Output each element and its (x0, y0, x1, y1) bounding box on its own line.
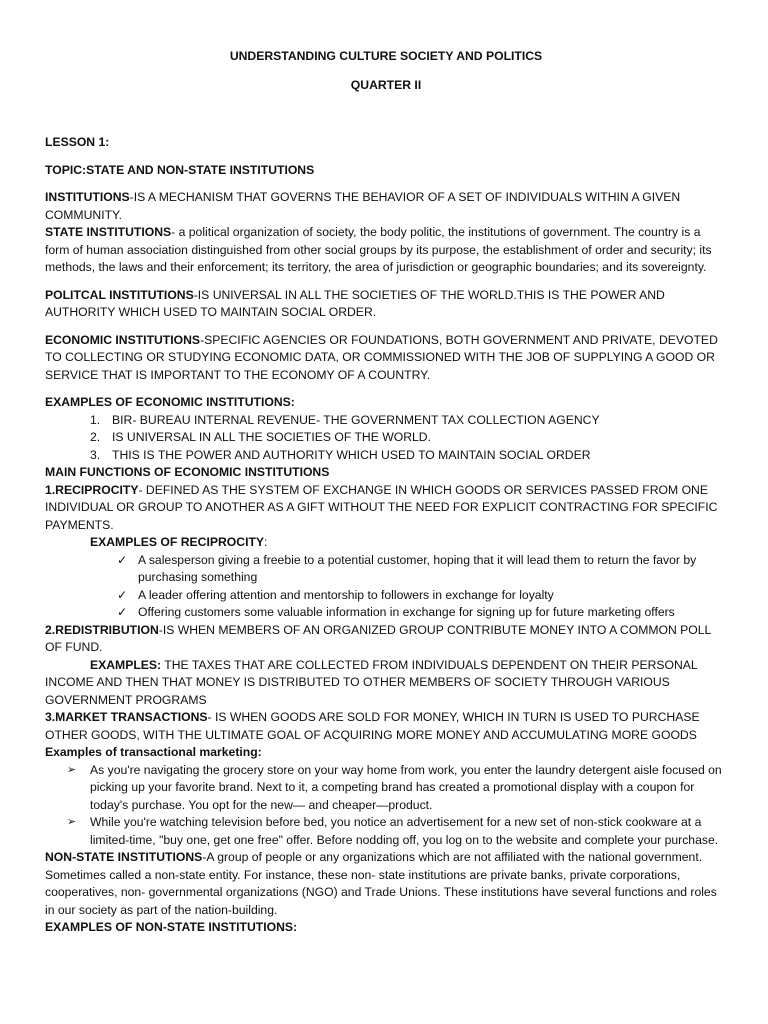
list-item: ✓ A leader offering attention and mentorship to followers in exchange for loyalty (45, 587, 727, 605)
redistribution-examples: EXAMPLES: THE TAXES THAT ARE COLLECTED FROM INDIVIDUALS DEPENDENT ON THEIR PERSONAL INCOME AND THEN THAT MONEY IS DISTRIBUTED TO OTHER MEMBERS OF SOCIETY THROUGH VARIOUS GOVERNMENT PROGRAMS (45, 657, 698, 707)
arrow-bullet-icon: ➢ (67, 763, 77, 776)
non-state-examples-heading: EXAMPLES OF NON-STATE INSTITUTIONS: (45, 920, 298, 934)
main-functions-heading: MAIN FUNCTIONS OF ECONOMIC INSTITUTIONS (45, 465, 330, 479)
examples-economic-heading: EXAMPLES OF ECONOMIC INSTITUTIONS: (45, 395, 295, 409)
checkmark-icon: ✓ (117, 552, 128, 567)
redistribution-definition: 2.REDISTRIBUTION-IS WHEN MEMBERS OF AN ORGANIZED GROUP CONTRIBUTE MONEY INTO A COMMON POLL OF FUND. (45, 622, 711, 654)
market-transactions-definition: 3.MARKET TRANSACTIONS- IS WHEN GOODS ARE SOLD FOR MONEY, WHICH IN TURN IS USED TO PURCHASE OTHER GOODS, WITH THE ULTIMATE GOAL OF ACQUIRING MORE MONEY AND ACCUMULATING MORE GOODS (45, 710, 700, 742)
document-title: UNDERSTANDING CULTURE SOCIETY AND POLITICS (229, 49, 543, 63)
institutions-definition: INSTITUTIONS-IS A MECHANISM THAT GOVERNS THE BEHAVIOR OF A SET OF INDIVIDUALS WITHIN A GIVEN COMMUNITY. (45, 190, 681, 222)
checkmark-icon: ✓ (117, 587, 128, 602)
list-item: 1. BIR- BUREAU INTERNAL REVENUE- THE GOVERNMENT TAX COLLECTION AGENCY (90, 412, 600, 427)
topic-heading: TOPIC:STATE AND NON-STATE INSTITUTIONS (45, 162, 315, 177)
lesson-label: LESSON 1: (45, 135, 110, 149)
examples-economic-list (45, 412, 727, 465)
list-item: ✓ A salesperson giving a freebie to a potential customer, hoping that it will lead them to return the favor by purchasing something (117, 552, 697, 584)
document-subtitle: QUARTER II (350, 78, 422, 92)
transactional-marketing-list (45, 762, 727, 850)
non-state-institutions-definition: NON-STATE INSTITUTIONS-A group of people or any organizations which are not affiliated with the national government. Sometimes called a non-state entity. For instance, these non- state institutions are private banks, private corporations, cooperatives, non- governmental organizations (NGO) and Trade Unions. These institutions have several functions and roles in our society as part of the nation-building. (45, 850, 717, 917)
list-item: 2. IS UNIVERSAL IN ALL THE SOCIETIES OF THE WORLD. (90, 430, 431, 444)
economic-institutions-definition: ECONOMIC INSTITUTIONS-SPECIFIC AGENCIES OR FOUNDATIONS, BOTH GOVERNMENT AND PRIVATE, DEVOTED TO COLLECTING OR STUDYING ECONOMIC DATA, OR COMMISSIONED WITH THE JOB OF SUPPLYING A GOOD OR SERVICE THAT IS IMPORTANT TO THE ECONOMY OF A COUNTRY. (45, 332, 718, 382)
list-item: ➢ While you're watching television before bed, you notice an advertisement for a new set of non-stick cookware at a limited-time, "buy one, get one free" offer. Before nodding off, you log on to the website and complete your purchase. (67, 815, 719, 847)
state-institutions-definition: STATE INSTITUTIONS- a political organization of society, the body politic, the institutions of government. The country is a form of human association distinguished from other social groups by its purpose, the establishment of order and security; its methods, the laws and their enforcement; its territory, the area of jurisdiction or geographic boundaries; and its sovereignty. (45, 225, 712, 274)
checkmark-icon: ✓ (117, 605, 128, 619)
transactional-marketing-heading: Examples of transactional marketing: (45, 745, 262, 759)
reciprocity-examples-heading: EXAMPLES OF RECIPROCITY: (90, 535, 268, 549)
document-body (45, 134, 727, 937)
arrow-bullet-icon: ➢ (67, 816, 77, 828)
political-institutions-definition: POLITCAL INSTITUTIONS-IS UNIVERSAL IN ALL THE SOCIETIES OF THE WORLD.THIS IS THE POWER AND AUTHORITY WHICH USED TO MAINTAIN SOCIAL ORDER. (45, 287, 665, 319)
list-item: ✓ Offering customers some valuable information in exchange for signing up for future marketing offers (45, 604, 727, 622)
reciprocity-examples-list (45, 552, 727, 622)
reciprocity-definition: 1.RECIPROCITY- DEFINED AS THE SYSTEM OF EXCHANGE IN WHICH GOODS OR SERVICES PASSED FROM ONE INDIVIDUAL OR GROUP TO ANOTHER AS A GIFT WITHOUT THE NEED FOR EXPLICIT CONTRACTING FOR SPECIFIC PAYMENTS. (45, 482, 718, 532)
list-item: ➢ As you're navigating the grocery store on your way home from work, you enter the laundry detergent aisle focused on picking up your favorite brand. Next to it, a competing brand has created a promotional display with a coupon for today's purchase. You opt for the new— and cheaper—product. (67, 762, 722, 812)
list-item: 3. THIS IS THE POWER AND AUTHORITY WHICH USED TO MAINTAIN SOCIAL ORDER (90, 447, 591, 462)
